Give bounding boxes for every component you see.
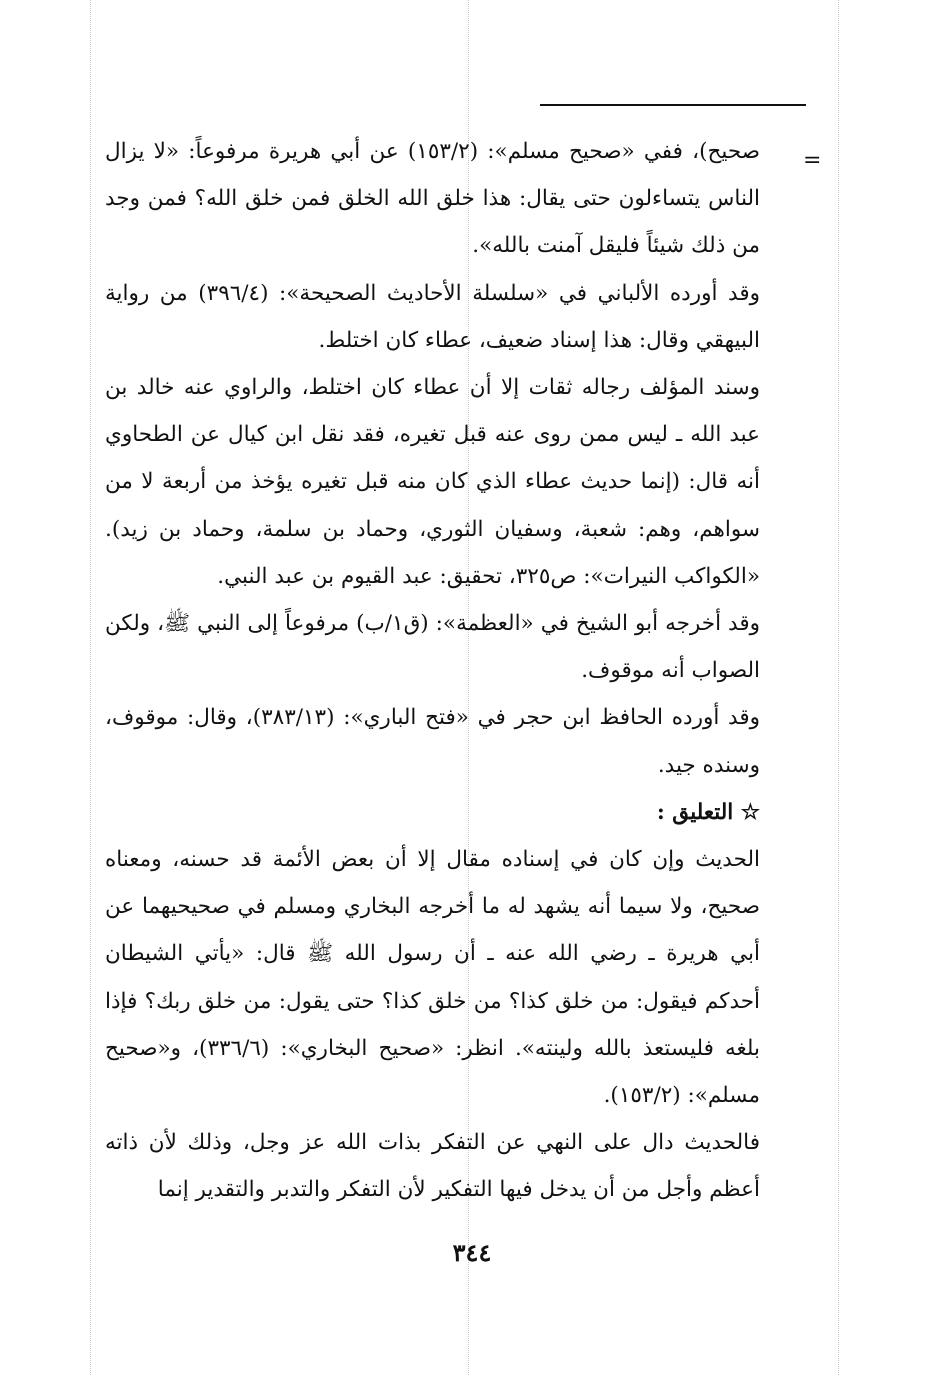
footnote-paragraph-1: صحيح)، ففي «صحيح مسلم»: (١٥٣/٢) عن أبي هريرة مرفوعاً: «لا يزال الناس يتساءلون حتى يقال: هذا خلق الله الخلق فمن خلق الله؟ فمن وجد من ذلك شيئاً فليقل آمنت بالله». (105, 139, 760, 259)
commentary-paragraph-2: فالحديث دال على النهي عن التفكر بذات الله عز وجل، وذلك لأن ذاته أعظم وأجل من أن يدخل فيها التفكير لأن التفكر والتدبر والتقدير إنما (105, 1130, 760, 1203)
section-heading-commentary: ☆ التعليق : (656, 799, 760, 825)
commentary-paragraph-1: الحديث وإن كان في إسناده مقال إلا أن بعض الأئمة قد حسنه، ومعناه صحيح، ولا سيما أنه يشهد له ما أخرجه البخاري ومسلم في صحيحيهما عن أبي هريرة ـ رضي الله عنه ـ أن رسول الله ﷺ قال: «يأتي الشيطان أحدكم فيقول: من خلق كذا؟ من خلق كذا؟ حتى يقول: من خلق ربك؟ فإذا بلغه فليستعذ بالله ولينته». انظر: «صحيح البخاري»: (٣٣٦/٦)، و«صحيح مسلم»: (١٥٣/٢). (105, 847, 760, 1109)
footnote-paragraph-4: وقد أخرجه أبو الشيخ في «العظمة»: (ق١/ب) مرفوعاً إلى النبي ﷺ، ولكن الصواب أنه موقوف. (105, 611, 760, 684)
continuation-mark: = (803, 148, 822, 173)
footnote-paragraph-5: وقد أورده الحافظ ابن حجر في «فتح الباري»: (٣٨٣/١٣)، وقال: موقوف، وسنده جيد. (105, 705, 761, 778)
footnote-separator-rule (540, 104, 806, 106)
scan-dotted-line-right (838, 0, 839, 1375)
page-number: ٣٤٤ (452, 1238, 492, 1267)
footnote-paragraph-3: وسند المؤلف رجاله ثقات إلا أن عطاء كان اختلط، والراوي عنه خالد بن عبد الله ـ ليس ممن روى عنه قبل تغيره، فقد نقل ابن كيال عن الطحاوي أنه قال: (إنما حديث عطاء الذي كان منه قبل تغيره يؤخذ من أربعة لا من سواهم، وهم: شعبة، وسفيان الثوري، وحماد بن سلمة، وحماد بن زيد). «الكواكب النيرات»: ص٣٢٥، تحقيق: عبد القيوم بن عبد النبي. (105, 375, 760, 589)
page-body (105, 128, 760, 1214)
scan-dotted-line-left (90, 0, 91, 1375)
footnote-paragraph-2: وقد أورده الألباني في «سلسلة الأحاديث الصحيحة»: (٣٩٦/٤) من رواية البيهقي وقال: هذا إسناد ضعيف، عطاء كان اختلط. (105, 280, 760, 353)
